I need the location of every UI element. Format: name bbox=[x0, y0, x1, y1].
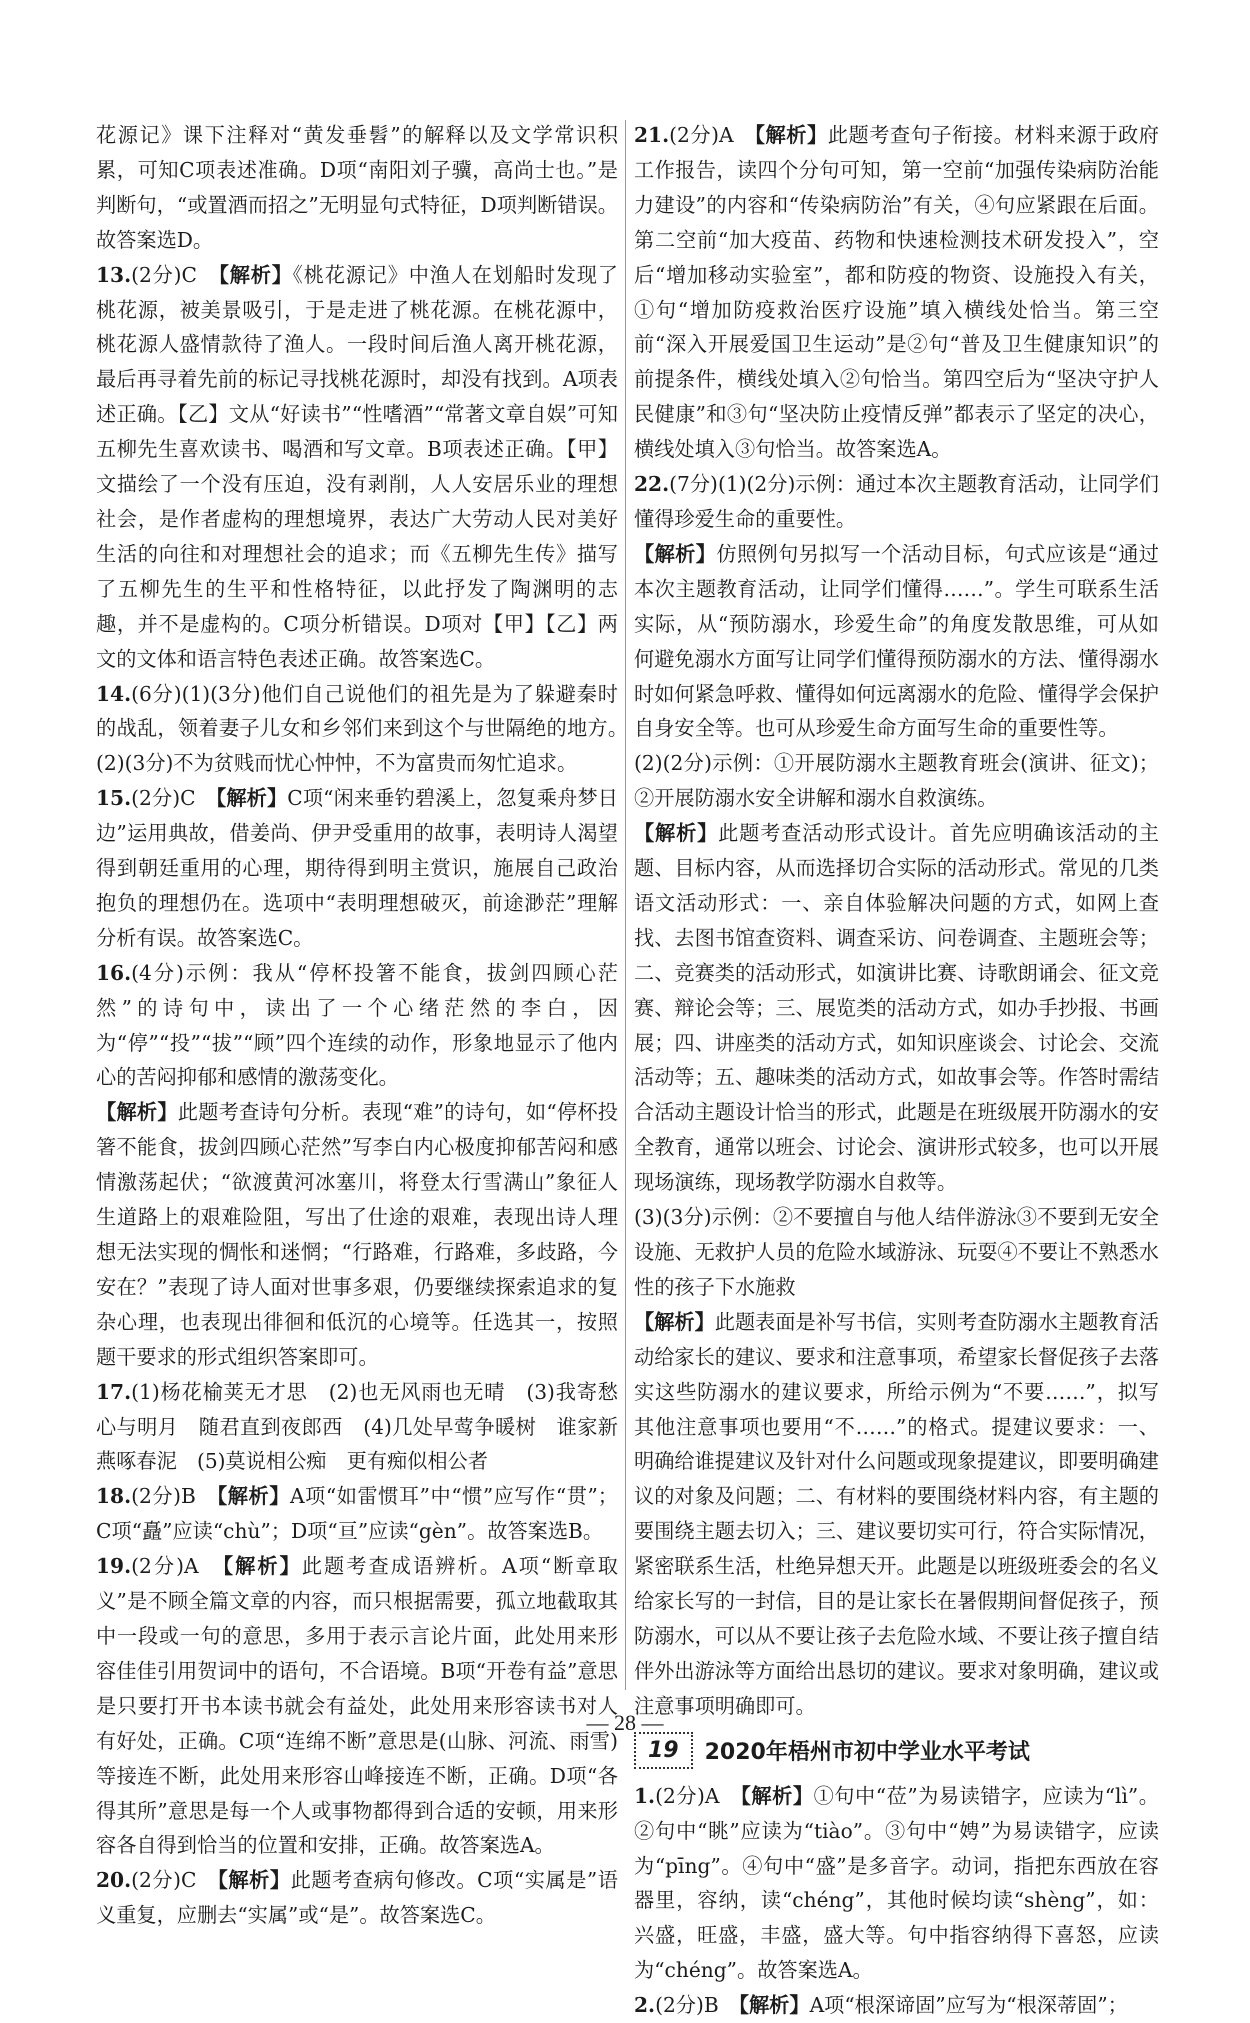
answer-19: 19.(2分)A 【解析】此题考查成语辨析。A项“断章取义”是不顾全篇文章的内容，而只根据需要，孤立地截取其中一段或一句的意思，多用于表示言论片面，此处用来形容佳佳引用贺词中的语句，不合语境。B项“开卷有益”意思是只要打开书本读书就会有益处，此处用来形容读书对人有好处，正确。C项“连绵不断”意思是(山脉、河流、雨雪)等接连不断，此处用来形容山峰接连不断，正确。D项“各得其所”意思是每一个人或事物都得到合适的安顿，用来形容各自得到恰当的位置和安排，正确。故答案选A。 bbox=[96, 1554, 618, 1858]
answer-16: 16.(4分)示例：我从“停杯投箸不能食，拔剑四顾心茫然”的诗句中，读出了一个心绪茫然的李白，因为“停”“投”“拔”“顾”四个连续的动作，形象地显示了他内心的苦闷抑郁和感情的激荡变化。 bbox=[96, 960, 618, 1090]
analysis-22-part1: 【解析】仿照例句另拟写一个活动目标，句式应该是“通过本次主题教育活动，让同学们懂得……”。学生可联系生活实际，从“预防溺水，珍爱生命”的角度发散思维，可从如何避免溺水方面写让同学们懂得预防溺水的方法、懂得溺水时如何紧急呼救、懂得如何远离溺水的危险、懂得学会保护自身安全等。也可从珍爱生命方面写生命的重要性等。 bbox=[634, 541, 1159, 741]
analysis-tag: 【解析】 bbox=[216, 786, 288, 811]
analysis-tag: 【解析】 bbox=[634, 541, 717, 566]
answer-s1: 1.(2分)A 【解析】①句中“莅”为易读错字，应读为“lì”。②句中“眺”应读为“tiào”。③句中“娉”为易读错字，应读为“pīng”。④句中“盛”是多音字。动词，指把东西放在容器里，容纳，读“chéng”，其他时候均读“shèng”，如：兴盛，旺盛，丰盛，盛大等。句中指容纳得下喜怒，应读为“chéng”。故答案选A。 bbox=[634, 1783, 1159, 1983]
section-number-badge: 19 bbox=[634, 1732, 693, 1769]
analysis-tag: 【解析】 bbox=[634, 821, 719, 846]
answer-14: 14.(6分)(1)(3分)他们自己说他们的祖先是为了躲避秦时的战乱，领着妻子儿女和乡邻们来到这个与世隔绝的地方。 (2)(3分)不为贫贱而忧心忡忡，不为富贵而匆忙追求。 bbox=[96, 681, 639, 776]
analysis-tag: 【解析】 bbox=[754, 123, 828, 147]
column-divider bbox=[625, 120, 626, 1690]
question-number: 17. bbox=[96, 1379, 132, 1404]
answer-21: 21.(2分)A 【解析】此题考查句子衔接。材料来源于政府工作报告，读四个分句可知，第一空前“加强传染病防治能力建设”的内容和“传染病防治”有关，④句应紧跟在后面。第二空前“加大疫苗、药物和快速检测技术研发投入”，空后“增加移动实验室”，都和防疫的物资、设施投入有关，①句“增加防疫救治医疗设施”填入横线处恰当。第三空前“深入开展爱国卫生运动”是②句“普及卫生健康知识”的前提条件，横线处填入②句恰当。第四空后为“坚决守护人民健康”和③句“坚决防止疫情反弹”都表示了坚定的决心，横线处填入③句恰当。故答案选A。 bbox=[634, 123, 1159, 462]
page-number: — 28 — bbox=[586, 1710, 664, 1735]
analysis-tag: 【解析】 bbox=[217, 1484, 290, 1509]
question-number: 18. bbox=[96, 1484, 132, 1509]
question-number: 22. bbox=[634, 472, 670, 497]
question-number: 14. bbox=[96, 681, 132, 706]
answer-20: 20.(2分)C 【解析】此题考查病句修改。C项“实属是”语义重复，应删去“实属”或“是”。故答案选C。 bbox=[96, 1868, 618, 1928]
answer-22-part1: 22.(7分)(1)(2分)示例：通过本次主题教育活动，让同学们懂得珍爱生命的重要性。 bbox=[634, 472, 1159, 531]
answer-22-part2: (2)(2分)示例：①开展防溺水主题教育班会(演讲、征文)；②开展防溺水安全讲解和溺水自救演练。 bbox=[634, 751, 1159, 811]
answer-15: 15.(2分)C 【解析】C项“闲来垂钓碧溪上，忽复乘舟梦日边”运用典故，借姜尚、伊尹受重用的故事，表明诗人渴望得到朝廷重用的心理，期待得到明主赏识，施展自己政治抱负的理想仍在。选项中“表明理想破灭，前途渺茫”理解分析有误。故答案选C。 bbox=[96, 786, 618, 950]
analysis-tag: 【解析】 bbox=[96, 1100, 178, 1125]
analysis-tag: 【解析】 bbox=[738, 1993, 810, 2018]
analysis-tag: 【解析】 bbox=[217, 1868, 291, 1893]
answer-s2: 2.(2分)B 【解析】A项“根深谛固”应写为“根深蒂固”； bbox=[634, 1993, 1128, 2018]
answer-18: 18.(2分)B 【解析】A项“如雷惯耳”中“惯”应写作“贯”；C项“矗”应读“chù”；D项“亘”应读“gèn”。故答案选B。 bbox=[96, 1484, 618, 1544]
question-number: 1. bbox=[634, 1783, 656, 1808]
question-number: 19. bbox=[96, 1554, 132, 1579]
analysis-16: 【解析】此题考查诗句分析。表现“难”的诗句，如“停杯投箸不能食，拔剑四顾心茫然”写李白内心极度抑郁苦闷和感情激荡起伏；“欲渡黄河冰塞川，将登太行雪满山”象征人生道路上的艰难险阻，写出了仕途的艰难，表现出诗人理想无法实现的惆怅和迷惘；“行路难，行路难，多歧路，今安在？”表现了诗人面对世事多艰，仍要继续探索追求的复杂心理，也表现出徘徊和低沉的心境等。任选其一，按照题干要求的形式组织答案即可。 bbox=[96, 1100, 618, 1369]
answer-13: 13.(2分)C 【解析】《桃花源记》中渔人在划船时发现了桃花源，被美景吸引，于是走进了桃花源。在桃花源中，桃花源人盛情款待了渔人。一段时间后渔人离开桃花源，最后再寻着先前的标记寻找桃花源时，却没有找到。A项表述正确。【乙】文从“好读书”“性嗜酒”“常著文章自娱”可知五柳先生喜欢读书、喝酒和写文章。B项表述正确。【甲】文描绘了一个没有压迫，没有剥削，人人安居乐业的理想社会，是作者虚构的理想境界，表达广大劳动人民对美好生活的向往和对理想社会的追求；而《五柳先生传》描写了五柳先生的生平和性格特征，以此抒发了陶渊明的志趣，并不是虚构的。C项分析错误。D项对【甲】【乙】两文的文体和语言特色表述正确。故答案选C。 bbox=[96, 262, 618, 671]
question-number: 2. bbox=[634, 1993, 656, 2018]
section-header bbox=[634, 1732, 1159, 1769]
question-number: 20. bbox=[96, 1868, 132, 1893]
analysis-22-part3: 【解析】此题表面是补写书信，实则考查防溺水主题教育活动给家长的建议、要求和注意事项，希望家长督促孩子去落实这些防溺水的建议要求，所给示例为“不要……”，拟写其他注意事项也要用“不……”的格式。提建议要求：一、明确给谁提建议及针对什么问题或现象提建议，即要明确建议的对象及问题；二、有材料的要围绕材料内容，有主题的要围绕主题去切入；三、建议要切实可行，符合实际情况，紧密联系生活，杜绝异想天开。此题是以班级班委会的名义给家长写的一封信，目的是让家长在暑假期间督促孩子，预防溺水，可以从不要让孩子去危险水域、不要让孩子擅自结伴外出游泳等方面给出恳切的建议。要求对象明确，建议或注意事项明确即可。 bbox=[634, 1309, 1159, 1718]
answer-22-part3: (3)(3分)示例：②不要擅自与他人结伴游泳③不要到无安全设施、无救护人员的危险水域游泳、玩耍④不要让不熟悉水性的孩子下水施救 bbox=[634, 1205, 1159, 1299]
right-column bbox=[634, 118, 1159, 2023]
question-number: 21. bbox=[634, 123, 670, 147]
analysis-tag: 【解析】 bbox=[218, 262, 293, 287]
section-title: 2020年梧州市初中学业水平考试 bbox=[704, 1739, 1030, 1765]
analysis-tag: 【解析】 bbox=[634, 1309, 715, 1334]
analysis-22-part2: 【解析】此题考查活动形式设计。首先应明确该活动的主题、目标内容，从而选择切合实际的活动形式。常见的几类语文活动形式：一、亲自体验解决问题的方式，如网上查找、去图书馆查资料、调查采访、问卷调查、主题班会等；二、竞赛类的活动形式，如演讲比赛、诗歌朗诵会、征文竞赛、辩论会等；三、展览类的活动方式，如办手抄报、书画展；四、讲座类的活动方式，如知识座谈会、讨论会、交流活动等；五、趣味类的活动方式，如故事会等。作答时需结合活动主题设计恰当的形式，此题是在班级展开防溺水的安全教育，通常以班会、讨论会、演讲形式较多，也可以开展现场演练，现场教学防溺水自救等。 bbox=[634, 821, 1159, 1195]
question-number: 15. bbox=[96, 786, 132, 811]
analysis-tag: 【解析】 bbox=[222, 1554, 302, 1579]
answer-17: 17.(1)杨花榆荚无才思 (2)也无风雨也无晴 (3)我寄愁心与明月 随君直到夜郎西 (4)几处早莺争暖树 谁家新燕啄春泥 (5)莫说相公痴 更有痴似相公者 bbox=[96, 1379, 618, 1474]
paragraph-continuation: 花源记》课下注释对“黄发垂髫”的解释以及文学常识积累，可知C项表述准确。D项“南阳刘子骥，高尚士也。”是判断句，“或置酒而招之”无明显句式特征，D项判断错误。故答案选D。 bbox=[96, 123, 618, 252]
analysis-tag: 【解析】 bbox=[740, 1783, 814, 1808]
question-number: 16. bbox=[96, 960, 132, 985]
question-number: 13. bbox=[96, 262, 132, 287]
